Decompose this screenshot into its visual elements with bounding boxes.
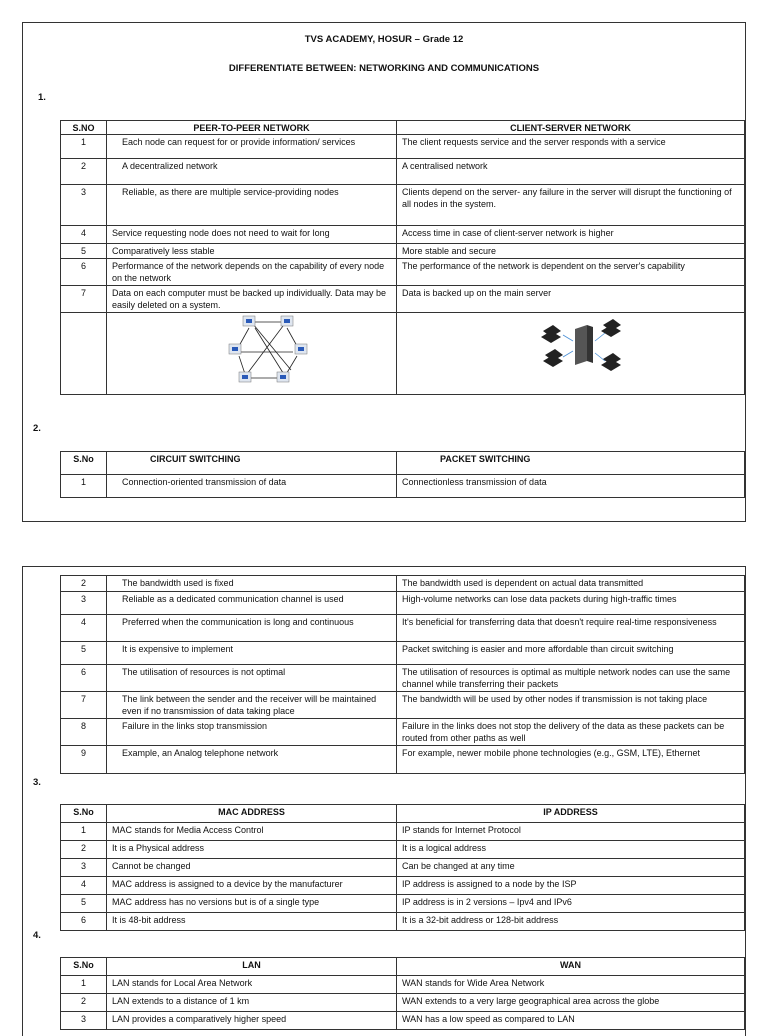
row-col-b: The bandwidth will be used by other nodes if transmission is not taking place <box>397 692 745 719</box>
row-col-a: It is a Physical address <box>107 841 397 859</box>
row-col-a: Reliable as a dedicated communication channel is used <box>107 592 397 615</box>
row-sno: 7 <box>61 692 107 719</box>
row-sno: 1 <box>61 976 107 994</box>
row-sno: 8 <box>61 719 107 746</box>
header-sno: S.No <box>61 452 107 475</box>
table-row-illustrations <box>61 313 745 395</box>
row-col-b: Connectionless transmission of data <box>397 475 745 498</box>
row-col-b: High-volume networks can lose data packets during high-traffic times <box>397 592 745 615</box>
table-row <box>61 185 745 226</box>
row-sno: 7 <box>61 286 107 313</box>
row-sno: 4 <box>61 877 107 895</box>
section-number-1: 1. <box>38 92 46 103</box>
row-sno: 6 <box>61 259 107 286</box>
table-row <box>61 665 745 692</box>
row-col-b: The performance of the network is dependent on the server's capability <box>397 259 745 286</box>
row-col-b: IP address is in 2 versions – Ipv4 and IPv6 <box>397 895 745 913</box>
lan-vs-wan-table <box>60 957 745 1030</box>
row-sno: 2 <box>61 841 107 859</box>
row-col-a: Connection-oriented transmission of data <box>107 475 397 498</box>
row-col-b: Can be changed at any time <box>397 859 745 877</box>
row-col-a: Data on each computer must be backed up individually. Data may be easily deleted on a system. <box>107 286 397 313</box>
row-col-a: It is expensive to implement <box>107 642 397 665</box>
table-row <box>61 895 745 913</box>
row-col-b: The utilisation of resources is optimal as multiple network nodes can use the same channel while transferring their packets <box>397 665 745 692</box>
row-sno: 2 <box>61 576 107 592</box>
school-title: TVS ACADEMY, HOSUR – Grade 12 <box>304 34 464 45</box>
row-col-a: The link between the sender and the receiver will be maintained even if no transmission of data taking place <box>107 692 397 719</box>
row-sno: 3 <box>61 592 107 615</box>
table-row <box>61 135 745 159</box>
row-col-b: The bandwidth used is dependent on actual data transmitted <box>397 576 745 592</box>
table-header-row <box>61 121 745 135</box>
row-col-a: It is 48-bit address <box>107 913 397 931</box>
header-col-a: LAN <box>107 958 397 976</box>
row-sno: 2 <box>61 159 107 185</box>
row-sno: 3 <box>61 185 107 226</box>
row-sno: 5 <box>61 642 107 665</box>
header-col-a: CIRCUIT SWITCHING <box>107 452 397 475</box>
circuit-vs-packet-table <box>60 451 745 498</box>
row-sno: 3 <box>61 1012 107 1030</box>
table-row <box>61 877 745 895</box>
row-col-a: MAC stands for Media Access Control <box>107 823 397 841</box>
row-sno: 3 <box>61 859 107 877</box>
header-col-a: PEER-TO-PEER NETWORK <box>107 121 397 135</box>
row-col-b: Access time in case of client-server network is higher <box>397 226 745 244</box>
subject-title: DIFFERENTIATE BETWEEN: NETWORKING AND COMMUNICATIONS <box>228 63 540 74</box>
table-row <box>61 719 745 746</box>
table-row <box>61 823 745 841</box>
row-col-a: Failure in the links stop transmission <box>107 719 397 746</box>
table-row <box>61 286 745 313</box>
mac-vs-ip-table <box>60 804 745 931</box>
row-col-a: Comparatively less stable <box>107 244 397 259</box>
document-page-1 <box>22 22 746 522</box>
row-col-b: The client requests service and the server responds with a service <box>397 135 745 159</box>
row-sno: 4 <box>61 615 107 642</box>
row-col-a: The bandwidth used is fixed <box>107 576 397 592</box>
row-col-a: LAN extends to a distance of 1 km <box>107 994 397 1012</box>
table-row <box>61 692 745 719</box>
row-sno: 6 <box>61 665 107 692</box>
section-number-3: 3. <box>33 777 41 788</box>
table-row <box>61 159 745 185</box>
row-col-b: WAN stands for Wide Area Network <box>397 976 745 994</box>
row-col-a: MAC address is assigned to a device by the manufacturer <box>107 877 397 895</box>
section-number-2: 2. <box>33 423 41 434</box>
table-row <box>61 615 745 642</box>
table-row <box>61 642 745 665</box>
row-col-a: A decentralized network <box>107 159 397 185</box>
table-header-row <box>61 452 745 475</box>
row-sno: 1 <box>61 823 107 841</box>
row-col-a: The utilisation of resources is not optimal <box>107 665 397 692</box>
row-sno: 6 <box>61 913 107 931</box>
table-header-row <box>61 805 745 823</box>
table-row <box>61 1012 745 1030</box>
row-col-b: For example, newer mobile phone technologies (e.g., GSM, LTE), Ethernet <box>397 746 745 774</box>
row-col-a: Example, an Analog telephone network <box>107 746 397 774</box>
table-header-row <box>61 958 745 976</box>
table-row <box>61 244 745 259</box>
row-col-b: Data is backed up on the main server <box>397 286 745 313</box>
row-col-b: More stable and secure <box>397 244 745 259</box>
table-row <box>61 859 745 877</box>
header-sno: S.No <box>61 805 107 823</box>
row-sno-empty <box>61 313 107 395</box>
row-sno: 1 <box>61 135 107 159</box>
row-col-b: IP address is assigned to a node by the ISP <box>397 877 745 895</box>
row-sno: 9 <box>61 746 107 774</box>
circuit-vs-packet-table-continued <box>60 575 745 774</box>
table-row <box>61 994 745 1012</box>
row-col-b: It is a 32-bit address or 128-bit address <box>397 913 745 931</box>
server-icon <box>575 325 593 365</box>
row-sno: 2 <box>61 994 107 1012</box>
table-row <box>61 226 745 244</box>
row-col-a: MAC address has no versions but is of a single type <box>107 895 397 913</box>
row-col-a: Cannot be changed <box>107 859 397 877</box>
row-col-a: LAN provides a comparatively higher speed <box>107 1012 397 1030</box>
row-sno: 5 <box>61 895 107 913</box>
header-col-b: PACKET SWITCHING <box>397 452 745 475</box>
document-page-2 <box>22 566 746 1036</box>
table-row <box>61 475 745 498</box>
row-col-a: LAN stands for Local Area Network <box>107 976 397 994</box>
peer-to-peer-diagram <box>225 314 345 392</box>
client-server-diagram <box>539 317 639 387</box>
header-col-b: WAN <box>397 958 745 976</box>
table-row <box>61 746 745 774</box>
row-col-b: A centralised network <box>397 159 745 185</box>
row-sno: 1 <box>61 475 107 498</box>
row-col-b: WAN extends to a very large geographical area across the globe <box>397 994 745 1012</box>
table-row <box>61 259 745 286</box>
p2p-diagram-cell <box>107 313 397 395</box>
row-col-a: Each node can request for or provide information/ services <box>107 135 397 159</box>
table-row <box>61 592 745 615</box>
header-col-b: IP ADDRESS <box>397 805 745 823</box>
row-col-a: Reliable, as there are multiple service-providing nodes <box>107 185 397 226</box>
row-sno: 5 <box>61 244 107 259</box>
header-col-b: CLIENT-SERVER NETWORK <box>397 121 745 135</box>
row-col-b: IP stands for Internet Protocol <box>397 823 745 841</box>
table-row <box>61 913 745 931</box>
row-col-a: Preferred when the communication is long and continuous <box>107 615 397 642</box>
header-col-a: MAC ADDRESS <box>107 805 397 823</box>
row-col-b: Packet switching is easier and more affordable than circuit switching <box>397 642 745 665</box>
row-col-a: Service requesting node does not need to wait for long <box>107 226 397 244</box>
row-col-b: WAN has a low speed as compared to LAN <box>397 1012 745 1030</box>
peer-vs-client-table <box>60 120 745 395</box>
header-sno: S.NO <box>61 121 107 135</box>
row-col-b: It is a logical address <box>397 841 745 859</box>
table-row <box>61 841 745 859</box>
row-col-b: Failure in the links does not stop the delivery of the data as these packets can be routed from other paths as well <box>397 719 745 746</box>
header-sno: S.No <box>61 958 107 976</box>
row-col-b: Clients depend on the server- any failure in the server will disrupt the functioning of all nodes in the system. <box>397 185 745 226</box>
row-sno: 4 <box>61 226 107 244</box>
section-number-4: 4. <box>33 930 41 941</box>
row-col-a: Performance of the network depends on the capability of every node on the network <box>107 259 397 286</box>
client-server-diagram-cell <box>397 313 745 395</box>
table-row <box>61 576 745 592</box>
table-row <box>61 976 745 994</box>
row-col-b: It's beneficial for transferring data that doesn't require real-time responsiveness <box>397 615 745 642</box>
